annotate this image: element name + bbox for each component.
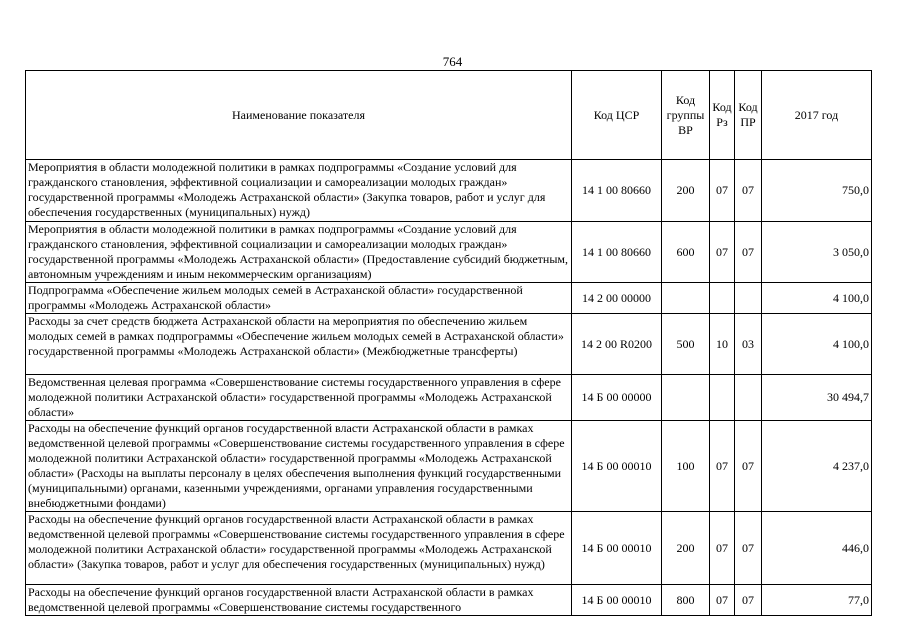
row-pr [735, 375, 762, 421]
row-pr: 07 [735, 222, 762, 283]
table-row [26, 222, 872, 283]
header-name: Наименование показателя [26, 71, 572, 160]
row-rz [710, 375, 735, 421]
row-csr: 14 2 00 00000 [572, 283, 662, 314]
row-sum: 4 100,0 [762, 314, 872, 375]
row-vr: 600 [662, 222, 710, 283]
row-rz: 07 [710, 512, 735, 585]
row-sum: 30 494,7 [762, 375, 872, 421]
row-pr [735, 283, 762, 314]
row-csr: 14 Б 00 00010 [572, 585, 662, 616]
row-rz: 10 [710, 314, 735, 375]
row-name: Мероприятия в области молодежной политики в рамках подпрограммы «Создание условий для гражданского становления, эффективной социализации и самореализации молодых граждан» государственной программы «Молодежь Астраханской области» (Предоставление субсидий бюджетным, автономным учреждениям и иным некоммерческим организациям) [26, 222, 572, 283]
row-name: Расходы на обеспечение функций органов государственной власти Астраханской области в рамках ведомственной целевой программы «Совершенствование системы государственного [26, 585, 572, 616]
row-vr: 800 [662, 585, 710, 616]
row-name: Мероприятия в области молодежной политики в рамках подпрограммы «Создание условий для гражданского становления, эффективной социализации и самореализации молодых граждан» государственной программы «Молодежь Астраханской области» (Закупка товаров, работ и услуг для обеспечения государственных (муниципальных) нужд) [26, 160, 572, 222]
row-vr [662, 375, 710, 421]
row-pr: 07 [735, 585, 762, 616]
row-pr: 07 [735, 160, 762, 222]
row-vr: 500 [662, 314, 710, 375]
table-row [26, 375, 872, 421]
row-csr: 14 1 00 80660 [572, 222, 662, 283]
row-pr: 07 [735, 421, 762, 512]
table-row [26, 314, 872, 375]
row-rz: 07 [710, 160, 735, 222]
row-vr: 100 [662, 421, 710, 512]
row-pr: 03 [735, 314, 762, 375]
row-name: Ведомственная целевая программа «Совершенствование системы государственного управления в сфере молодежной политики Астраханской области» государственной программы «Молодежь Астраханской области» [26, 375, 572, 421]
row-sum: 750,0 [762, 160, 872, 222]
row-sum: 4 237,0 [762, 421, 872, 512]
row-rz: 07 [710, 421, 735, 512]
table-row [26, 421, 872, 512]
row-vr: 200 [662, 160, 710, 222]
row-vr [662, 283, 710, 314]
row-name: Расходы за счет средств бюджета Астраханской области на мероприятия по обеспечению жильем молодых семей в рамках подпрограммы «Обеспечение жильем молодых семей в Астраханской области» государственной программы «Молодежь Астраханской области» (Межбюджетные трансферты) [26, 314, 572, 375]
row-sum: 3 050,0 [762, 222, 872, 283]
row-csr: 14 Б 00 00010 [572, 512, 662, 585]
header-pr: Код ПР [735, 71, 762, 160]
table-header-row [26, 71, 872, 160]
header-vr: Код группы ВР [662, 71, 710, 160]
row-rz: 07 [710, 222, 735, 283]
budget-table [25, 70, 872, 616]
header-year: 2017 год [762, 71, 872, 160]
table-row [26, 512, 872, 585]
row-csr: 14 Б 00 00010 [572, 421, 662, 512]
row-vr: 200 [662, 512, 710, 585]
row-rz [710, 283, 735, 314]
row-pr: 07 [735, 512, 762, 585]
row-sum: 446,0 [762, 512, 872, 585]
row-name: Расходы на обеспечение функций органов государственной власти Астраханской области в рамках ведомственной целевой программы «Совершенствование системы государственного управления в сфере молодежной политики Астраханской области» государственной программы «Молодежь Астраханской области» (Закупка товаров, работ и услуг для обеспечения государственных (муниципальных) нужд) [26, 512, 572, 585]
header-csr: Код ЦСР [572, 71, 662, 160]
table-row [26, 160, 872, 222]
table-row [26, 283, 872, 314]
row-name: Подпрограмма «Обеспечение жильем молодых семей в Астраханской области» государственной программы «Молодежь Астраханской области» [26, 283, 572, 314]
row-name: Расходы на обеспечение функций органов государственной власти Астраханской области в рамках ведомственной целевой программы «Совершенствование системы государственного управления в сфере молодежной политики Астраханской области» государственной программы «Молодежь Астраханской области» (Расходы на выплаты персоналу в целях обеспечения выполнения функций государственными (муниципальными) органами, казенными учреждениями, органами управления государственными внебюджетными фондами) [26, 421, 572, 512]
row-sum: 77,0 [762, 585, 872, 616]
row-rz: 07 [710, 585, 735, 616]
table-row [26, 585, 872, 616]
row-sum: 4 100,0 [762, 283, 872, 314]
row-csr: 14 Б 00 00000 [572, 375, 662, 421]
row-csr: 14 2 00 R0200 [572, 314, 662, 375]
row-csr: 14 1 00 80660 [572, 160, 662, 222]
header-rz: Код Рз [710, 71, 735, 160]
page-number: 764 [442, 54, 463, 69]
